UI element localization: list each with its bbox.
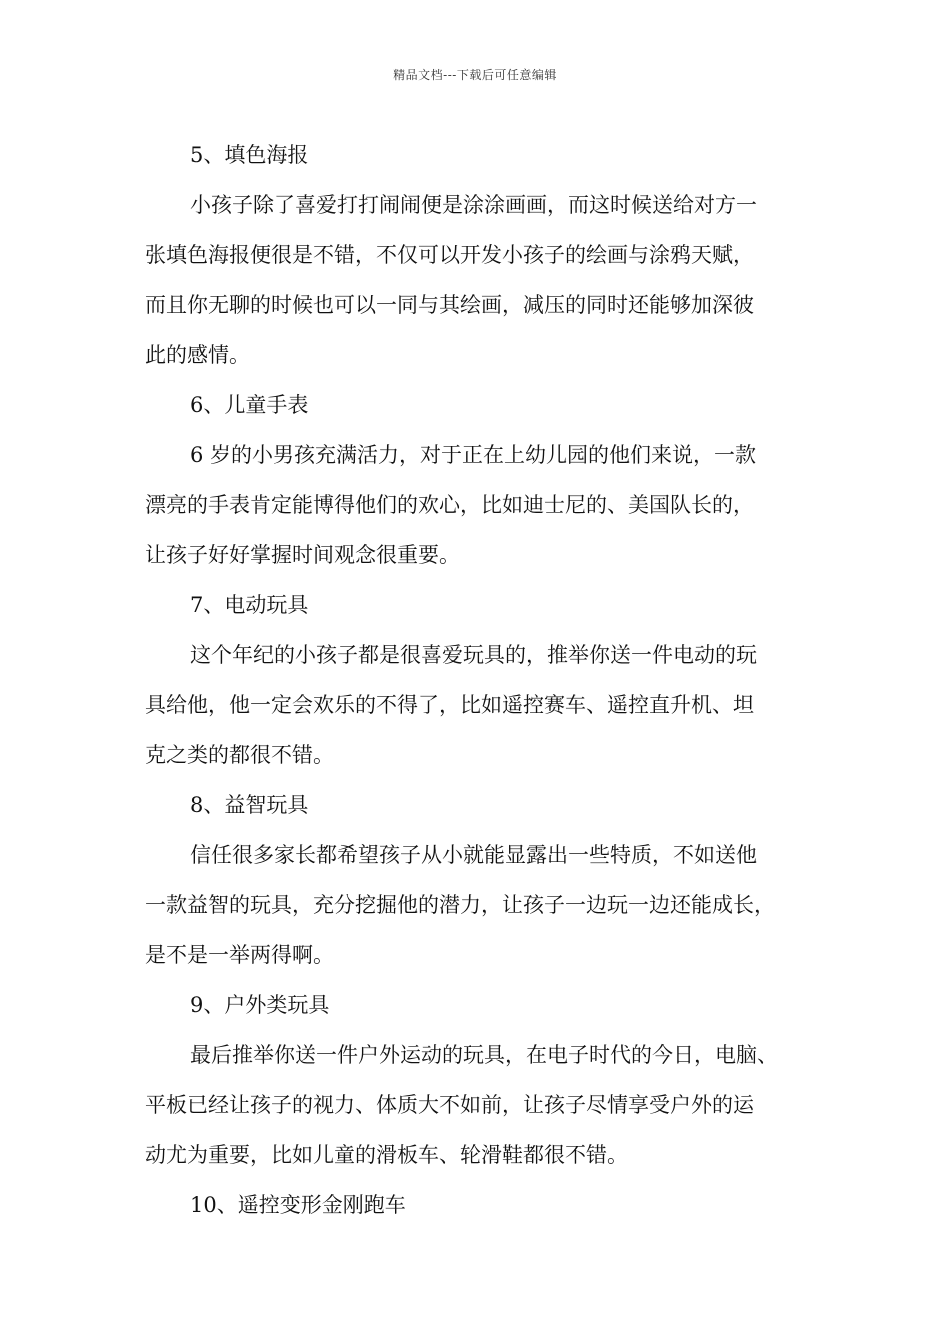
section-paragraph	[145, 830, 810, 980]
paragraph-line: 信任很多家长都希望孩子从小就能显露出一些特质，不如送他	[190, 843, 757, 867]
section-heading: 5、填色海报	[190, 143, 309, 167]
section-paragraph	[145, 630, 810, 780]
paragraph-line: 动尤为重要，比如儿童的滑板车、轮滑鞋都很不错。	[145, 1143, 628, 1167]
section-paragraph	[145, 1030, 810, 1180]
section-heading: 6、儿童手表	[190, 393, 309, 417]
section-heading: 7、电动玩具	[190, 593, 309, 617]
paragraph-line: 6 岁的小男孩充满活力，对于正在上幼儿园的他们来说，一款	[190, 443, 757, 467]
page-header: 精品文档---下载后可任意编辑	[393, 68, 557, 82]
section-paragraph	[145, 180, 810, 380]
paragraph-line: 而且你无聊的时候也可以一同与其绘画，减压的同时还能够加深彼	[145, 293, 754, 317]
document-body	[145, 130, 810, 1230]
section-heading: 8、益智玩具	[190, 793, 309, 817]
paragraph-line: 小孩子除了喜爱打打闹闹便是涂涂画画，而这时候送给对方一	[190, 193, 757, 217]
section-paragraph	[145, 430, 810, 580]
paragraph-line: 克之类的都很不错。	[145, 743, 334, 767]
paragraph-line: 平板已经让孩子的视力、体质大不如前，让孩子尽情享受户外的运	[145, 1093, 754, 1117]
paragraph-line: 最后推举你送一件户外运动的玩具，在电子时代的今日，电脑、	[190, 1043, 778, 1067]
paragraph-line: 张填色海报便很是不错，不仅可以开发小孩子的绘画与涂鸦天赋，	[145, 243, 754, 267]
paragraph-line: 让孩子好好掌握时间观念很重要。	[145, 543, 460, 567]
paragraph-line: 具给他，他一定会欢乐的不得了，比如遥控赛车、遥控直升机、坦	[145, 693, 754, 717]
paragraph-line: 漂亮的手表肯定能博得他们的欢心，比如迪士尼的、美国队长的，	[145, 493, 754, 517]
section-heading: 10、遥控变形金刚跑车	[190, 1193, 406, 1217]
paragraph-line: 这个年纪的小孩子都是很喜爱玩具的，推举你送一件电动的玩	[190, 643, 757, 667]
paragraph-line: 一款益智的玩具，充分挖掘他的潜力，让孩子一边玩一边还能成长，	[145, 893, 775, 917]
paragraph-line: 此的感情。	[145, 343, 250, 367]
section-heading: 9、户外类玩具	[190, 993, 330, 1017]
paragraph-line: 是不是一举两得啊。	[145, 943, 334, 967]
